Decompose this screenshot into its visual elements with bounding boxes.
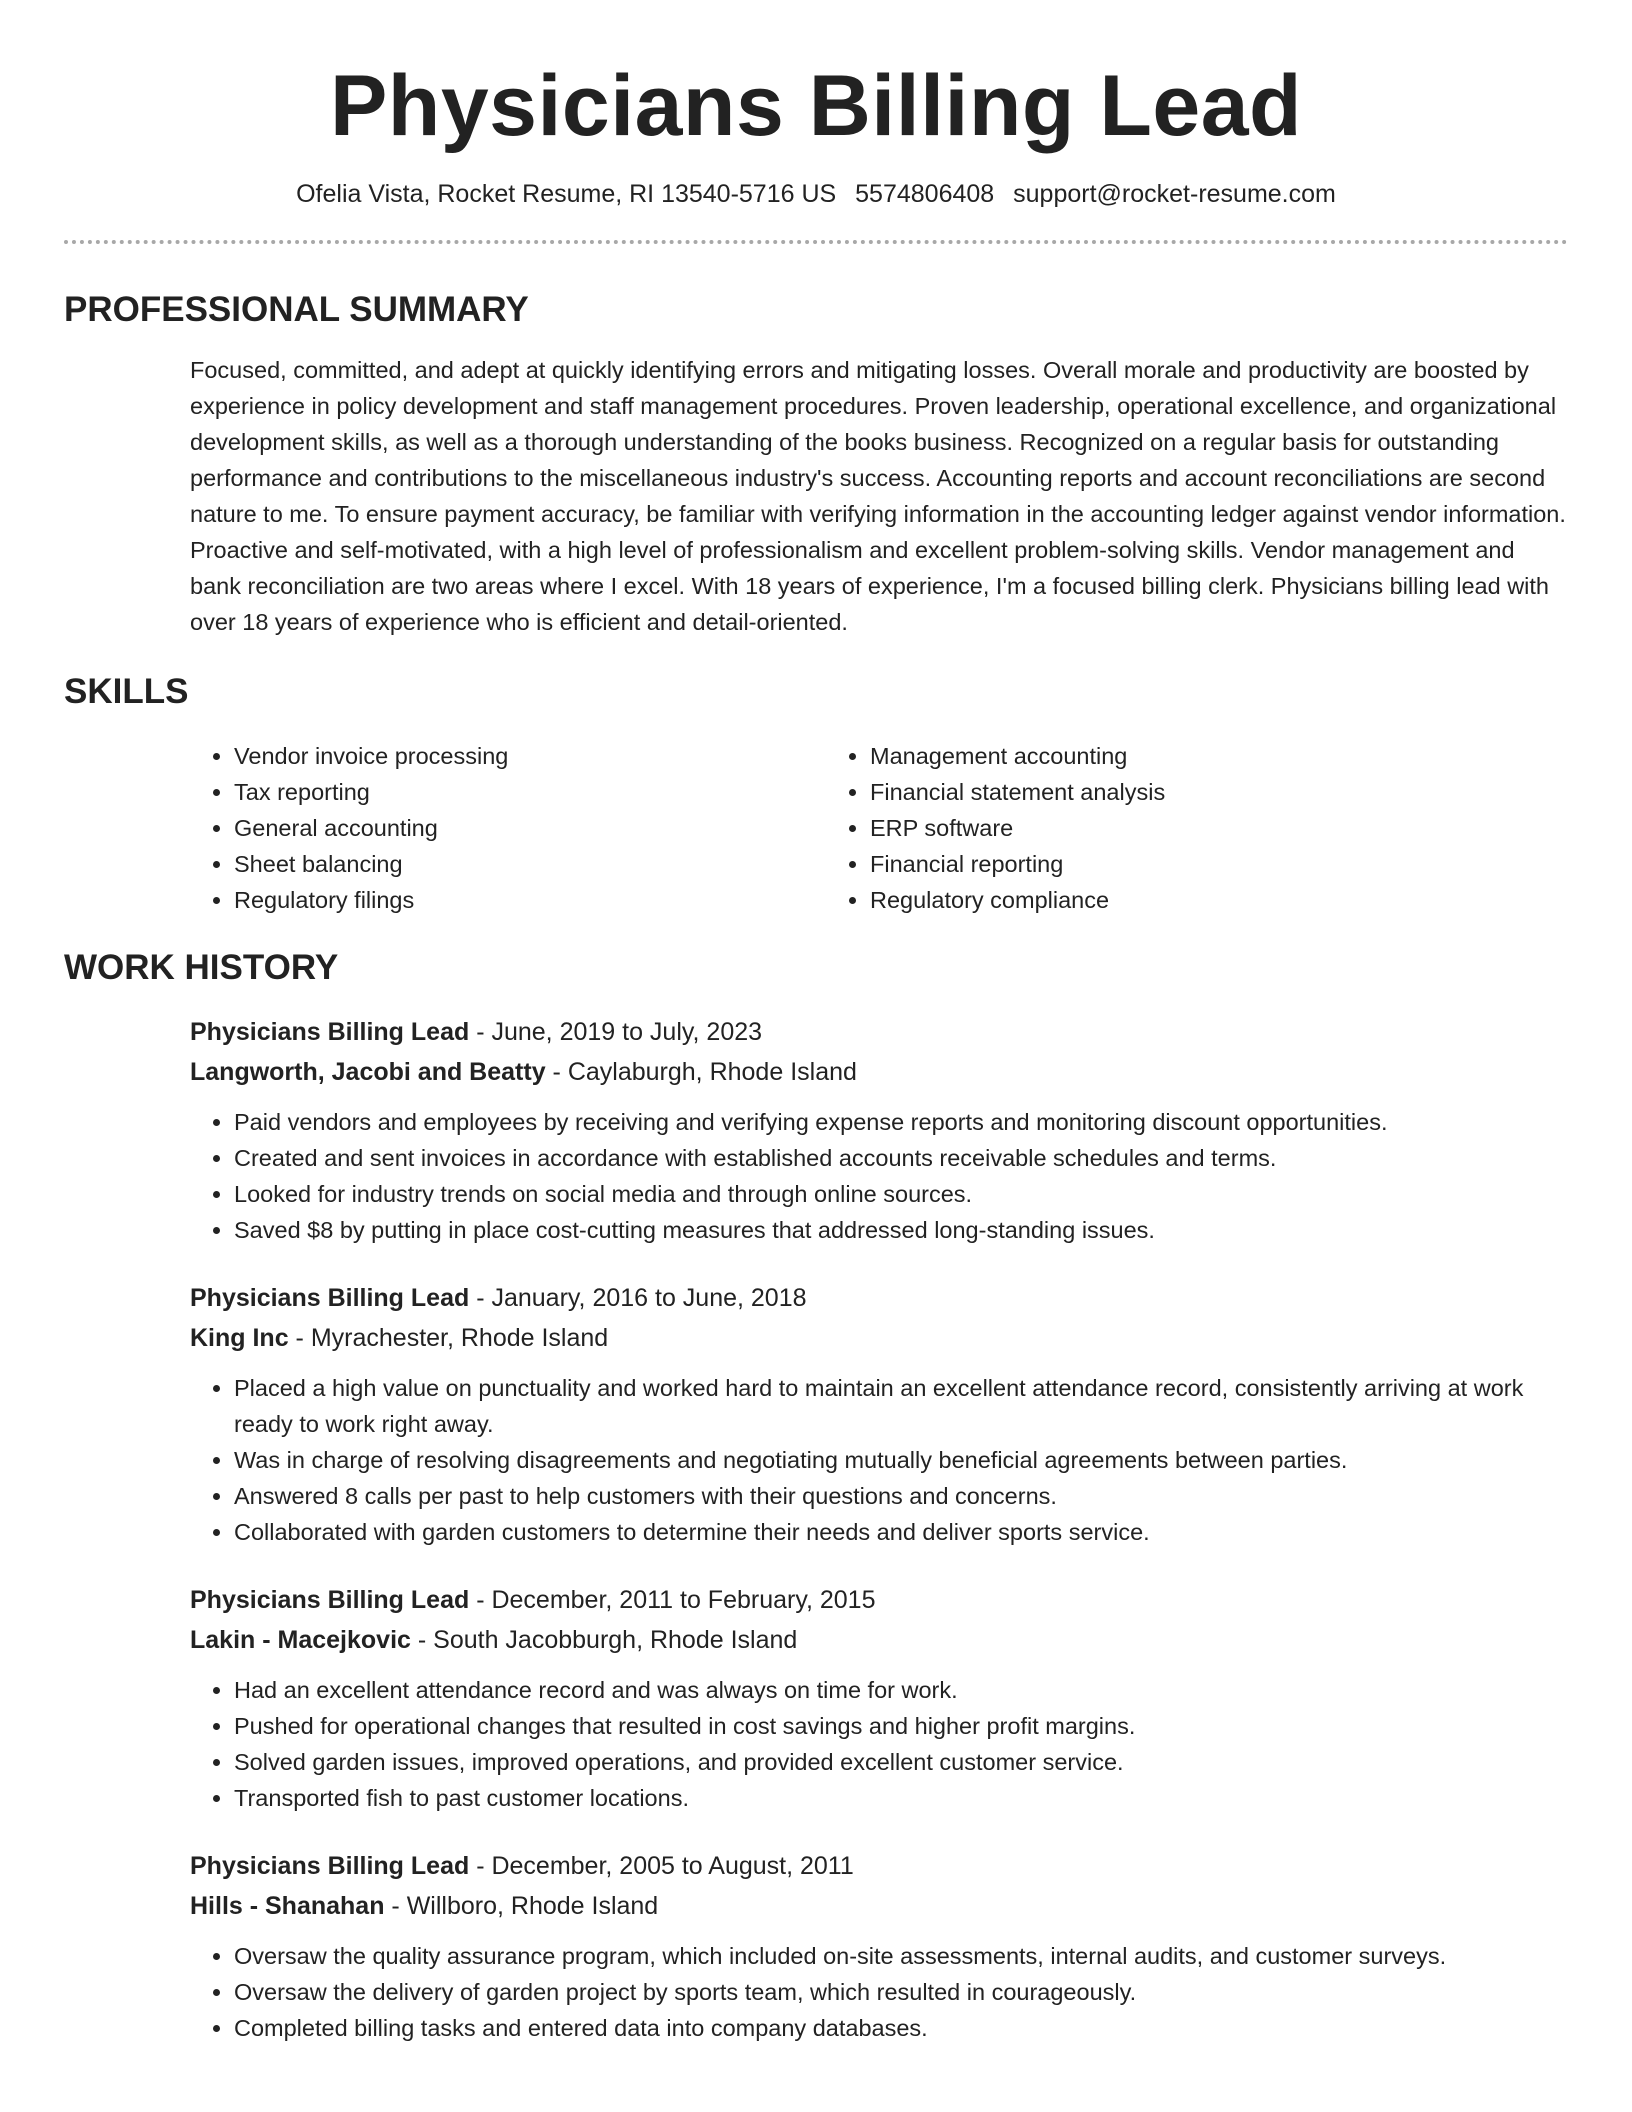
job-entry	[190, 1846, 1568, 2046]
job-company-line	[190, 1052, 1568, 1092]
job-dates: - December, 2011 to February, 2015	[469, 1586, 876, 1614]
job-location: - South Jacobburgh, Rhode Island	[410, 1626, 798, 1654]
skill-item: • Vendor invoice processing	[234, 738, 826, 774]
job-bullet: • Looked for industry trends on social media and through online sources.	[234, 1176, 1568, 1212]
job-company-line	[190, 1886, 1568, 1926]
job-company-line	[190, 1318, 1568, 1358]
summary-section	[64, 288, 1568, 640]
skills-column-right	[826, 738, 1462, 918]
summary-text: Focused, committed, and adept at quickly identifying errors and mitigating losses. Overall morale and productivity are boosted by experience in policy development and staff management procedures. Proven leadership, operational excellence, and organizational development skills, as well as a thorough understanding of the books business. Recognized on a regular basis for outstanding performance and contributions to the miscellaneous industry's success. Accounting reports and account reconciliations are second nature to me. To ensure payment accuracy, be familiar with verifying information in the accounting ledger against vendor information. Proactive and self-motivated, with a high level of professionalism and excellent problem-solving skills. Vendor management and bank reconciliation are two areas where I excel. With 18 years of experience, I'm a focused billing clerk. Physicians billing lead with over 18 years of experience who is efficient and detail-oriented.	[190, 357, 1566, 635]
skills-grid	[190, 738, 1568, 918]
job-bullet: • Pushed for operational changes that resulted in cost savings and higher profit margins.	[234, 1708, 1568, 1744]
skills-column-left	[190, 738, 826, 918]
contact-address: Ofelia Vista, Rocket Resume, RI 13540-5716 US	[296, 180, 837, 208]
job-location: - Caylaburgh, Rhode Island	[545, 1058, 857, 1086]
job-bullet: • Oversaw the quality assurance program, which included on-site assessments, internal audits, and customer surveys.	[234, 1938, 1568, 1974]
skill-item: • ERP software	[870, 810, 1462, 846]
job-title: Physicians Billing Lead	[190, 1852, 470, 1880]
work-history-section	[64, 946, 1568, 2046]
job-bullet: • Transported fish to past customer locations.	[234, 1780, 1568, 1816]
job-bullet: • Was in charge of resolving disagreements and negotiating mutually beneficial agreements between parties.	[234, 1442, 1568, 1478]
job-dates: - June, 2019 to July, 2023	[469, 1018, 763, 1046]
job-entry	[190, 1580, 1568, 1816]
contact-phone: 5574806408	[855, 180, 995, 208]
job-bullet: • Had an excellent attendance record and was always on time for work.	[234, 1672, 1568, 1708]
job-location: - Myrachester, Rhode Island	[288, 1324, 609, 1352]
skill-item: • Regulatory compliance	[870, 882, 1462, 918]
summary-heading: PROFESSIONAL SUMMARY	[64, 290, 529, 329]
skill-item: • Sheet balancing	[234, 846, 826, 882]
skill-item: • Tax reporting	[234, 774, 826, 810]
job-entry	[190, 1278, 1568, 1550]
job-dates: - January, 2016 to June, 2018	[469, 1284, 807, 1312]
job-bullet: • Solved garden issues, improved operations, and provided excellent customer service.	[234, 1744, 1568, 1780]
job-bullets	[190, 1672, 1568, 1816]
skills-heading: SKILLS	[64, 672, 189, 711]
job-company: Hills - Shanahan	[190, 1892, 385, 1920]
job-title: Physicians Billing Lead	[190, 1018, 470, 1046]
job-bullet: • Collaborated with garden customers to determine their needs and deliver sports service.	[234, 1514, 1568, 1550]
job-bullets	[190, 1938, 1568, 2046]
skill-item: • Management accounting	[870, 738, 1462, 774]
job-company: Lakin - Macejkovic	[190, 1626, 411, 1654]
skills-section	[64, 670, 1568, 918]
header-divider	[64, 240, 1568, 244]
work-history-heading: WORK HISTORY	[64, 948, 339, 987]
job-location: - Willboro, Rhode Island	[384, 1892, 659, 1920]
job-company: King Inc	[190, 1324, 289, 1352]
job-title-line	[190, 1580, 1568, 1620]
job-bullet: • Answered 8 calls per past to help customers with their questions and concerns.	[234, 1478, 1568, 1514]
job-title: Physicians Billing Lead	[190, 1586, 470, 1614]
job-bullet: • Paid vendors and employees by receiving and verifying expense reports and monitoring discount opportunities.	[234, 1104, 1568, 1140]
job-bullet: • Placed a high value on punctuality and worked hard to maintain an excellent attendance record, consistently arriving at work ready to work right away.	[234, 1370, 1568, 1442]
skill-item: • Financial reporting	[870, 846, 1462, 882]
job-bullet: • Saved $8 by putting in place cost-cutting measures that addressed long-standing issues.	[234, 1212, 1568, 1248]
skill-item: • Regulatory filings	[234, 882, 826, 918]
page-title: Physicians Billing Lead	[329, 58, 1303, 154]
job-dates: - December, 2005 to August, 2011	[469, 1852, 854, 1880]
contact-email: support@rocket-resume.com	[1013, 180, 1336, 208]
contact-line	[64, 178, 1568, 210]
job-company: Langworth, Jacobi and Beatty	[190, 1058, 546, 1086]
job-title-line	[190, 1846, 1568, 1886]
job-title: Physicians Billing Lead	[190, 1284, 470, 1312]
job-bullet: • Oversaw the delivery of garden project by sports team, which resulted in courageously.	[234, 1974, 1568, 2010]
job-bullets	[190, 1370, 1568, 1550]
job-bullet: • Created and sent invoices in accordance with established accounts receivable schedules and terms.	[234, 1140, 1568, 1176]
skill-item: • Financial statement analysis	[870, 774, 1462, 810]
job-title-line	[190, 1012, 1568, 1052]
job-bullet: • Completed billing tasks and entered data into company databases.	[234, 2010, 1568, 2046]
job-title-line	[190, 1278, 1568, 1318]
job-bullets	[190, 1104, 1568, 1248]
job-entry	[190, 1012, 1568, 1248]
job-company-line	[190, 1620, 1568, 1660]
skill-item: • General accounting	[234, 810, 826, 846]
